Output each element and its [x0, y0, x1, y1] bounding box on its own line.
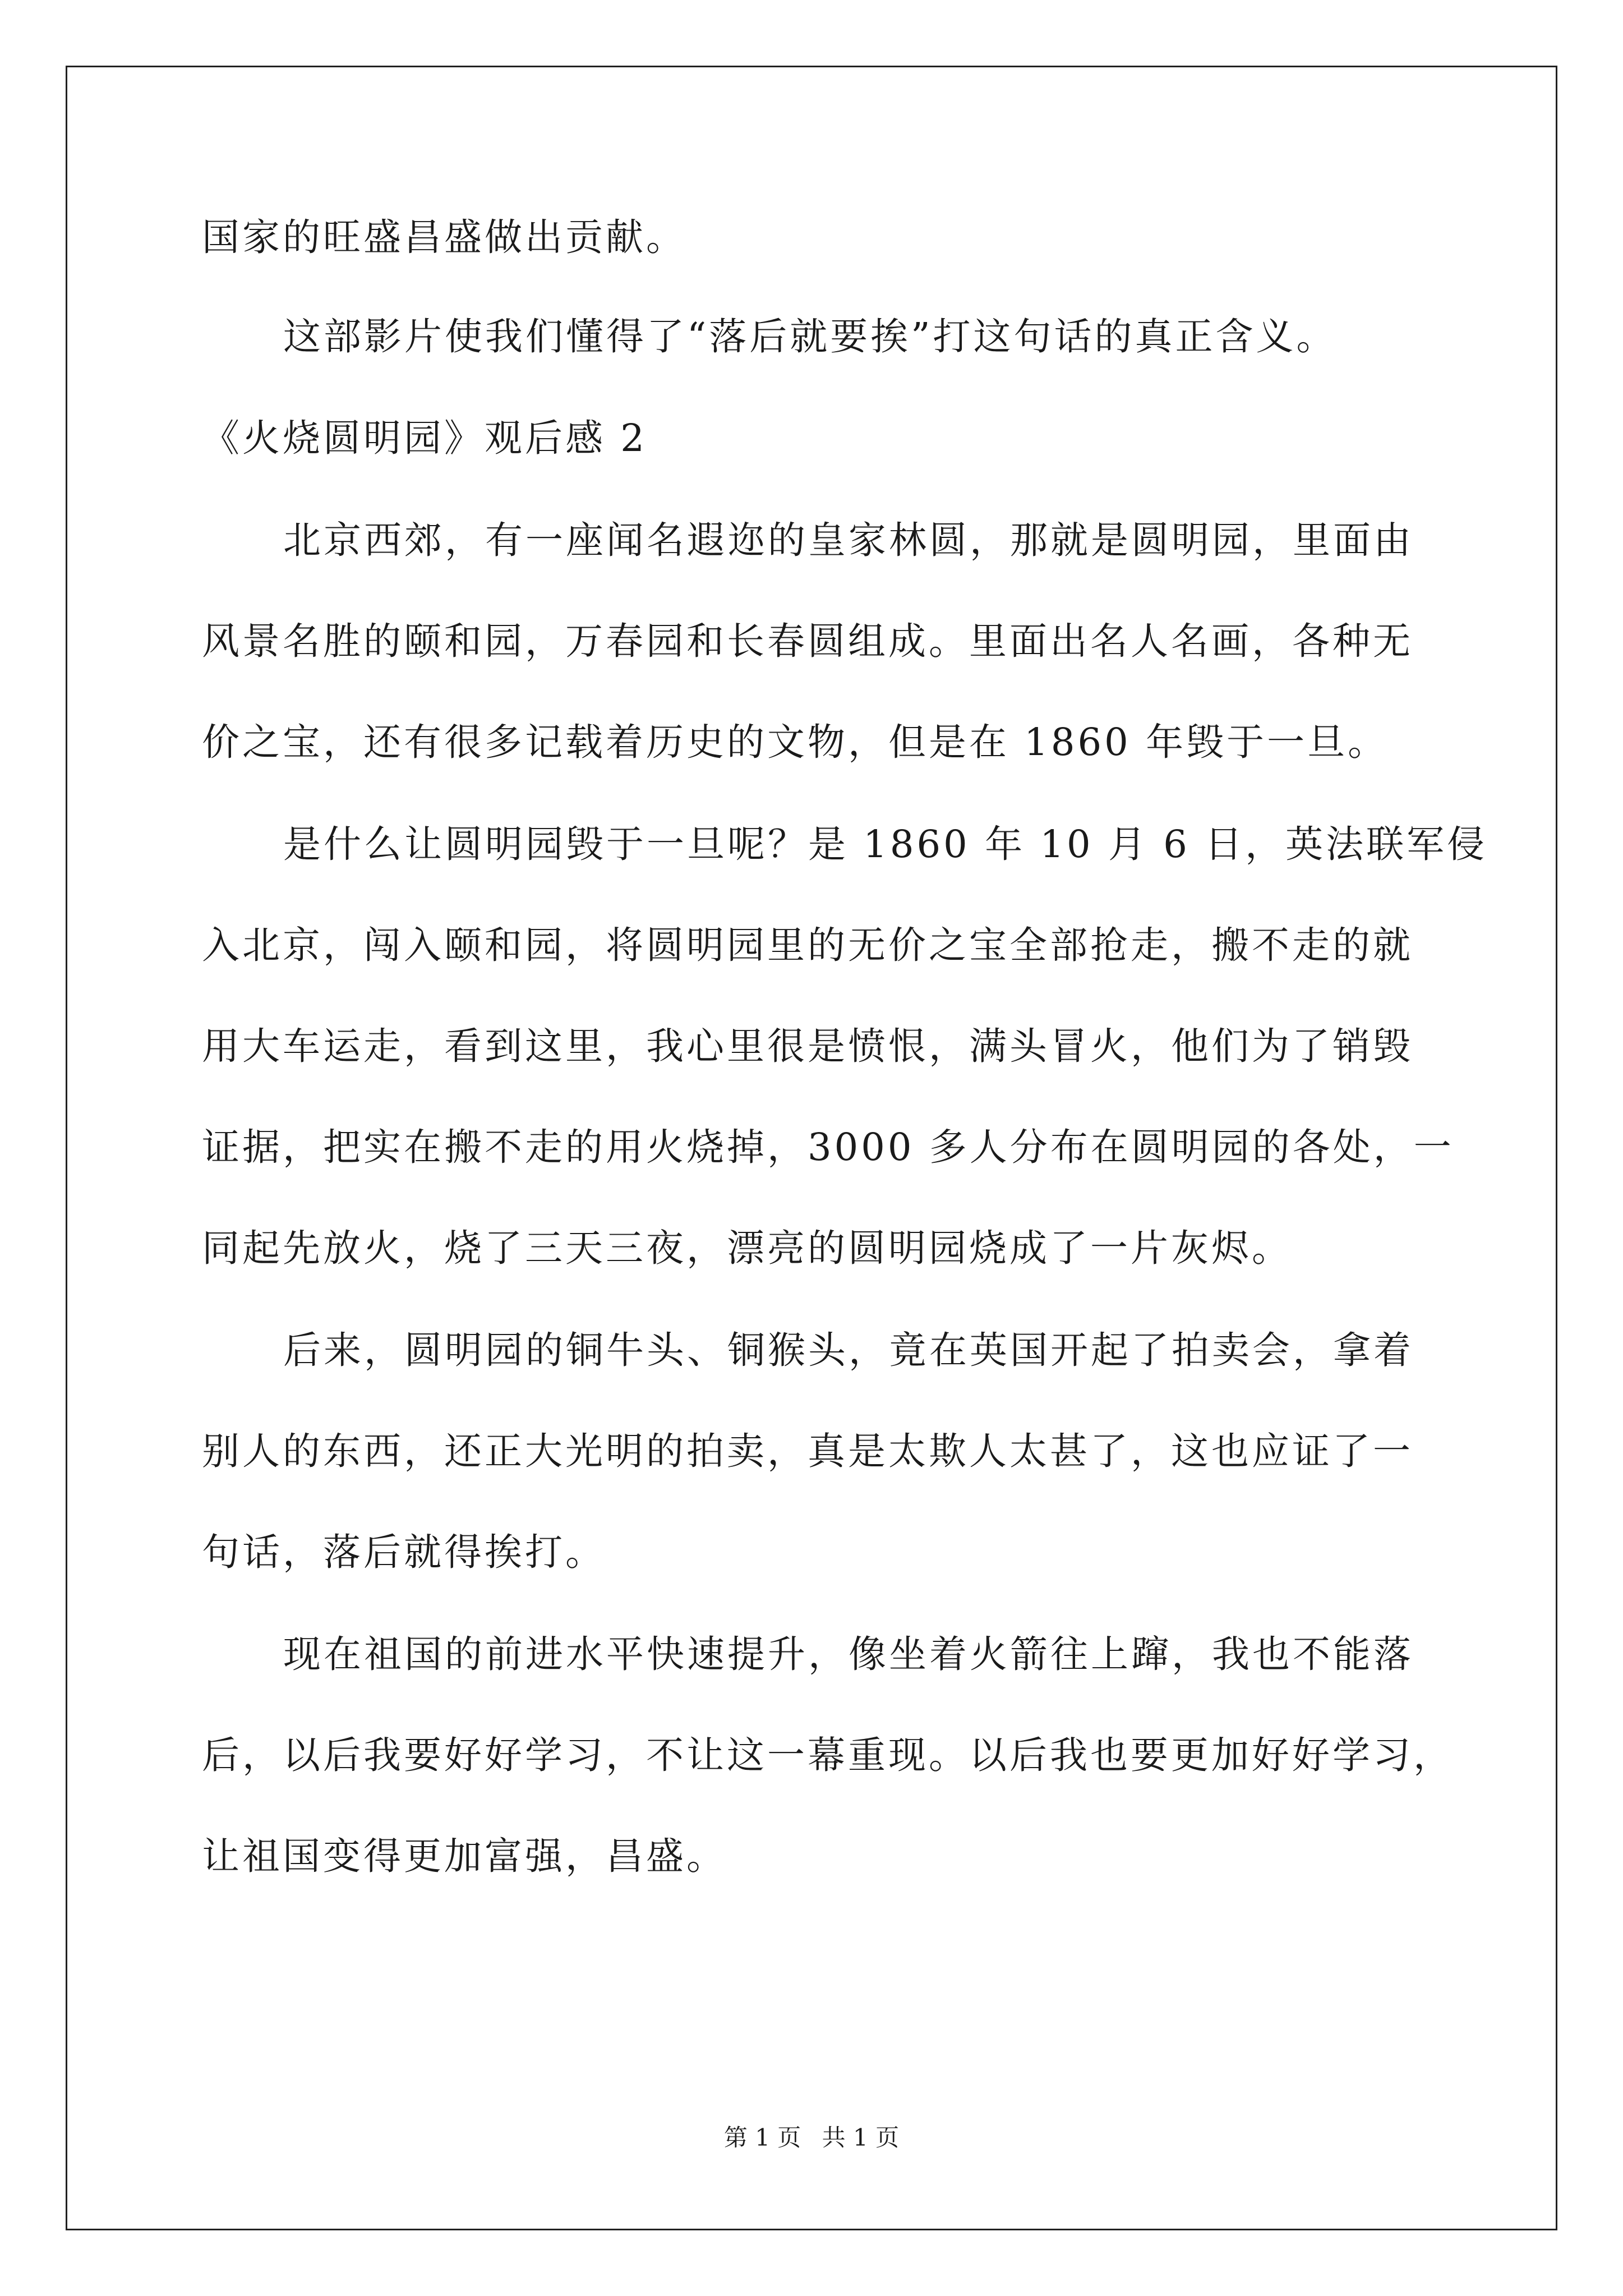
paragraph-line: 用大车运走，看到这里，我心里很是愤恨，满头冒火，他们为了销毁 — [202, 1024, 1413, 1068]
paragraph-line: 入北京，闯入颐和园，将圆明园里的无价之宝全部抢走，搬不走的就 — [202, 923, 1413, 967]
paragraph-line: 现在祖国的前进水平快速提升，像坐着火箭往上蹿，我也不能落 — [283, 1632, 1414, 1676]
page-number-total: 共 1 页 — [822, 2124, 900, 2151]
paragraph-line: 让祖国变得更加富强，昌盛。 — [202, 1834, 727, 1878]
paragraph-line: 证据，把实在搬不走的用火烧掉，3000 多人分布在圆明园的各处，一 — [202, 1125, 1454, 1169]
paragraph-line: 风景名胜的颐和园，万春园和长春圆组成。里面出名人名画，各种无 — [202, 619, 1413, 663]
page-number-current: 第 1 页 — [723, 2124, 801, 2151]
paragraph-line: 别人的东西，还正大光明的拍卖，真是太欺人太甚了，这也应证了一 — [202, 1429, 1413, 1473]
paragraph-line: 北京西郊，有一座闻名遐迩的皇家林圆，那就是圆明园，里面由 — [283, 518, 1414, 562]
paragraph-line: 这部影片使我们懂得了“落后就要挨”打这句话的真正含义。 — [283, 315, 1337, 358]
section-heading: 《火烧圆明园》观后感 2 — [202, 416, 647, 460]
paragraph-line: 句话，落后就得挨打。 — [202, 1530, 606, 1574]
paragraph-line: 国家的旺盛昌盛做出贡献。 — [202, 215, 686, 259]
paragraph-line: 后来，圆明园的铜牛头、铜猴头，竟在英国开起了拍卖会，拿着 — [283, 1328, 1414, 1372]
page-footer — [0, 2126, 1623, 2150]
paragraph-line: 价之宝，还有很多记载着历史的文物，但是在 1860 年毁于一旦。 — [202, 720, 1389, 764]
paragraph-line: 同起先放火，烧了三天三夜，漂亮的圆明园烧成了一片灰烬。 — [202, 1226, 1292, 1270]
paragraph-line: 是什么让圆明园毁于一旦呢？是 1860 年 10 月 6 日，英法联军侵 — [283, 822, 1488, 866]
paragraph-line: 后，以后我要好好学习，不让这一幕重现。以后我也要更加好好学习， — [202, 1733, 1454, 1777]
